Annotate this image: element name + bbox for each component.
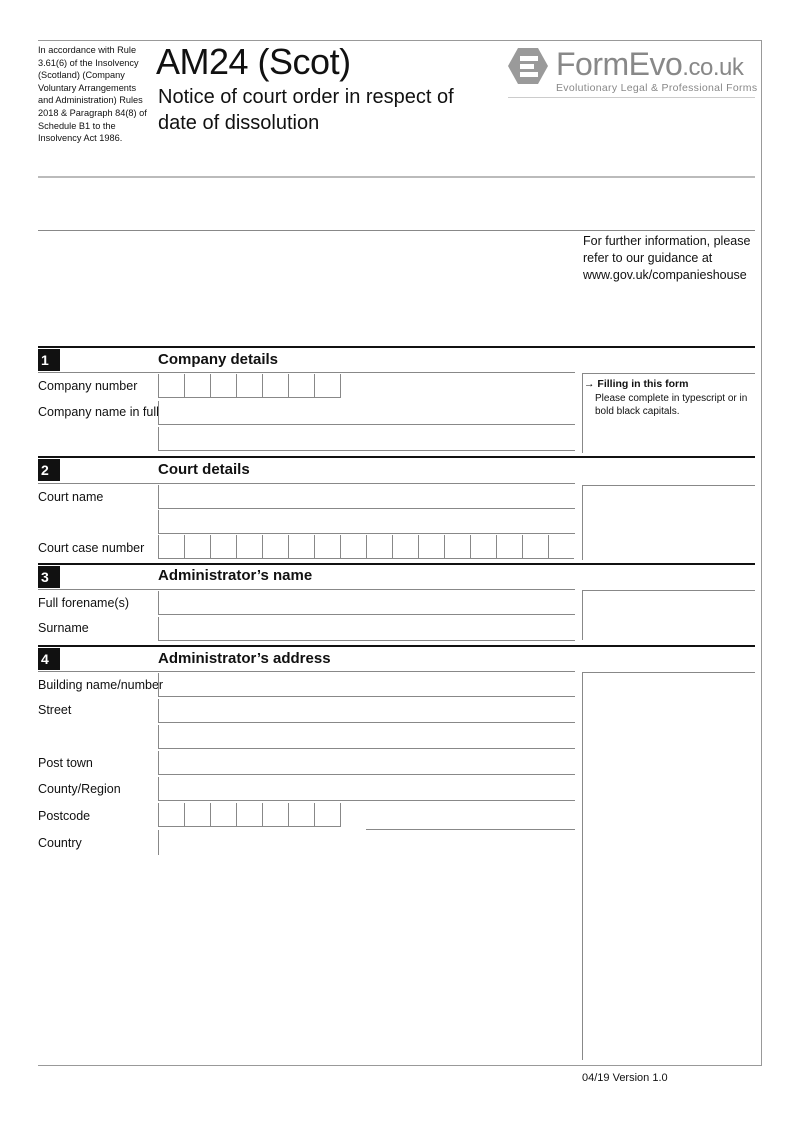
further-information: For further information, please refer to our guidance at www.gov.uk/companieshouse (583, 234, 751, 282)
postcode-input[interactable] (158, 803, 366, 827)
court-name-field-1[interactable] (158, 485, 575, 509)
digit-box[interactable] (496, 535, 522, 559)
court-case-number-label: Court case number (38, 541, 145, 555)
street-label: Street (38, 703, 72, 717)
digit-box[interactable] (158, 374, 184, 398)
bottom-rule (38, 1065, 762, 1066)
section-3-underline (38, 589, 575, 590)
forenames-label: Full forename(s) (38, 596, 129, 610)
formevo-logo (508, 44, 758, 100)
digit-box[interactable] (392, 535, 418, 559)
section-1-title: Company details (158, 351, 279, 368)
section-4-title: Administrator’s address (158, 650, 331, 667)
company-name-field-1[interactable] (158, 401, 575, 425)
digit-box[interactable] (470, 535, 496, 559)
digit-box[interactable] (366, 535, 392, 559)
section-2-side-panel (582, 485, 755, 560)
logo-tld: .co.uk (682, 54, 744, 81)
form-code: AM24 (Scot) (156, 41, 351, 82)
right-border (761, 40, 762, 1066)
county-field[interactable] (158, 777, 575, 801)
section-1-underline (38, 372, 575, 373)
company-number-input[interactable] (158, 374, 366, 398)
section-4-number: 4 (38, 648, 60, 670)
section-2-bar (38, 456, 755, 458)
court-name-label: Court name (38, 490, 104, 504)
forenames-field[interactable] (158, 591, 575, 615)
logo-name: FormEvo (556, 46, 683, 82)
digit-box[interactable] (210, 535, 236, 559)
digit-box[interactable] (522, 535, 548, 559)
digit-box[interactable] (418, 535, 444, 559)
digit-box[interactable] (236, 803, 262, 827)
digit-box[interactable] (314, 535, 340, 559)
formevo-logo-icon (508, 46, 548, 86)
digit-box[interactable] (444, 535, 470, 559)
section-1-number: 1 (38, 349, 60, 371)
digit-box[interactable] (262, 374, 288, 398)
country-field[interactable] (158, 830, 575, 855)
section-3-title: Administrator’s name (158, 567, 313, 584)
digit-box[interactable] (262, 535, 288, 559)
post-town-field[interactable] (158, 751, 575, 775)
top-rule (38, 40, 762, 41)
digit-box[interactable] (158, 535, 184, 559)
section-4-underline (38, 671, 575, 672)
surname-label: Surname (38, 621, 89, 635)
court-case-number-input[interactable] (158, 535, 574, 559)
legal-reference: In accordance with Rule 3.61(6) of the Insolvency (Scotland) (Company Voluntary Arrangements and Administration) Rules 2018 & Paragraph 84(8) of Schedule B1 to the Insolvency Act 1986. (38, 45, 147, 144)
digit-box[interactable] (184, 374, 210, 398)
form-title: Notice of court order in respect of date of dissolution (158, 86, 454, 134)
surname-field[interactable] (158, 617, 575, 641)
digit-box[interactable] (210, 803, 236, 827)
section-2-underline (38, 483, 575, 484)
section-1-bar (38, 346, 755, 348)
street-field-1[interactable] (158, 699, 575, 723)
section-2-title: Court details (158, 461, 250, 478)
digit-box[interactable] (340, 374, 366, 398)
guidance-title-text: Filling in this form (597, 378, 689, 390)
country-label: Country (38, 836, 82, 850)
guidance-title (584, 378, 688, 390)
court-name-field-2[interactable] (158, 510, 575, 534)
digit-box[interactable] (314, 374, 340, 398)
digit-box[interactable] (184, 803, 210, 827)
post-town-label: Post town (38, 756, 93, 770)
company-name-label: Company name in full (38, 405, 159, 419)
digit-box[interactable] (236, 535, 262, 559)
digit-box[interactable] (340, 535, 366, 559)
section-4-side-panel (582, 672, 755, 1060)
logo-underline (508, 97, 755, 98)
digit-box[interactable] (288, 535, 314, 559)
digit-box[interactable] (548, 535, 574, 559)
section-3-number: 3 (38, 566, 60, 588)
street-field-2[interactable] (158, 725, 575, 749)
section-3-side-panel (582, 590, 755, 640)
digit-box[interactable] (184, 535, 210, 559)
building-field[interactable] (158, 673, 575, 697)
guidance-body: Please complete in typescript or in bold black capitals. (595, 393, 748, 417)
digit-box[interactable] (158, 803, 184, 827)
company-name-field-2[interactable] (158, 427, 575, 451)
digit-box[interactable] (288, 374, 314, 398)
digit-box[interactable] (262, 803, 288, 827)
postcode-label: Postcode (38, 809, 91, 823)
digit-box[interactable] (236, 374, 262, 398)
building-label: Building name/number (38, 678, 164, 692)
section-3-bar (38, 563, 755, 565)
header-divider (38, 176, 755, 178)
subheader-divider (38, 230, 755, 231)
digit-box[interactable] (314, 803, 340, 827)
digit-box[interactable] (288, 803, 314, 827)
digit-box[interactable] (210, 374, 236, 398)
form-version: 04/19 Version 1.0 (582, 1072, 668, 1084)
section-2-number: 2 (38, 459, 60, 481)
arrow-icon: → (584, 378, 595, 390)
logo-tagline: Evolutionary Legal & Professional Forms (556, 82, 758, 94)
company-number-label: Company number (38, 379, 138, 393)
digit-box[interactable] (340, 803, 366, 827)
section-4-bar (38, 645, 755, 647)
county-label: County/Region (38, 782, 121, 796)
